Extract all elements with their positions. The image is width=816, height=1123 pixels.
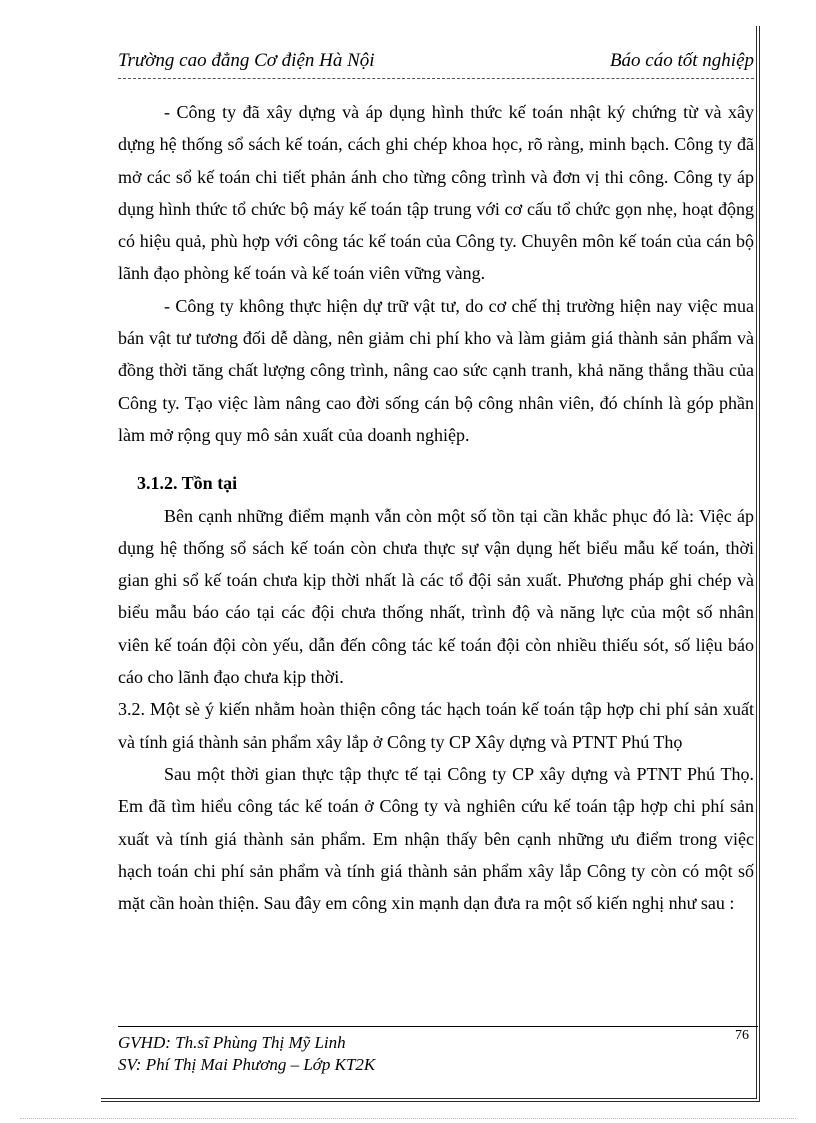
page-footer xyxy=(118,1032,754,1076)
section-heading-limitations: 3.1.2. Tồn tại xyxy=(137,473,238,494)
paragraph-advantage-materials: - Công ty không thực hiện dự trữ vật tư, do cơ chế thị trường hiện nay việc mua bán vật tư tương đối dễ dàng, nên giảm chi phí kho và làm giảm giá thành sản phẩm và đồng thời tăng chất lượng công trình, nâng cao sức cạnh tranh, khả năng thắng thầu của Công ty. Tạo việc làm nâng cao đời sống cán bộ công nhân viên, đó chính là góp phần làm mở rộng quy mô sản xuất của doanh nghiệp. xyxy=(118,295,754,445)
header-divider xyxy=(118,78,754,79)
section-heading-recommendations: 3.2. Một sè ý kiến nhằm hoàn thiện công tác hạch toán kế toán tập hợp chi phí sản xuất và tính giá thành sản phẩm xây lắp ở Công ty CP Xây dựng và PTNT Phú Thọ xyxy=(118,699,754,752)
paragraph-advantage-accounting: - Công ty đã xây dựng và áp dụng hình thức kế toán nhật ký chứng từ và xây dựng hệ thống sổ sách kế toán, cách ghi chép khoa học, rõ ràng, minh bạch. Công ty đã mở các sổ kế toán chi tiết phản ánh cho từng công trình và đơn vị thi công. Công ty áp dụng hình thức tổ chức bộ máy kế toán tập trung với cơ cấu tổ chức gọn nhẹ, hoạt động có hiệu quả, phù hợp với công tác kế toán của Công ty. Chuyên môn kế toán của cán bộ lãnh đạo phòng kế toán và kế toán viên vững vàng. xyxy=(118,102,754,284)
footer-divider xyxy=(118,1026,758,1027)
header-report-title: Báo cáo tốt nghiệp xyxy=(609,50,754,71)
header-school-name: Trường cao đẳng Cơ điện Hà Nội xyxy=(118,50,375,71)
paragraph-limitations: Bên cạnh những điểm mạnh vẫn còn một số tồn tại cần khắc phục đó là: Việc áp dụng hệ thống sổ sách kế toán còn chưa thực sự vận dụng hết biểu mẫu kế toán, thời gian ghi sổ kế toán chưa kịp thời nhất là các tổ đội sản xuất. Phương pháp ghi chép và biểu mẫu báo cáo tại các đội chưa thống nhất, trình độ và năng lực của một số nhân viên kế toán đội còn yếu, dẫn đến công tác kế toán đội còn nhiều thiếu sót, số liệu báo cáo cho lãnh đạo chưa kịp thời. xyxy=(118,505,754,688)
footer-student: SV: Phí Thị Mai Phương – Lớp KT2K xyxy=(118,1055,376,1074)
document-body xyxy=(118,96,754,919)
paragraph-recommendations-intro: Sau một thời gian thực tập thực tế tại Công ty CP xây dựng và PTNT Phú Thọ. Em đã tìm hiểu công tác kế toán ở Công ty và nghiên cứu kế toán tập hợp chi phí sản xuất và tính giá thành sản phẩm. Em nhận thấy bên cạnh những ưu điểm trong việc hạch toán chi phí sản phẩm và tính giá thành sản phẩm xây lắp Công ty còn có một số mặt cần hoàn thiện. Sau đây em công xin mạnh dạn đưa ra một số kiến nghị như sau : xyxy=(118,763,754,914)
bottom-dotted-line xyxy=(20,1118,796,1119)
page-header xyxy=(118,46,754,80)
page-number: 76 xyxy=(735,1028,749,1043)
footer-advisor: GVHD: Th.sĩ Phùng Thị Mỹ Linh xyxy=(118,1033,346,1052)
